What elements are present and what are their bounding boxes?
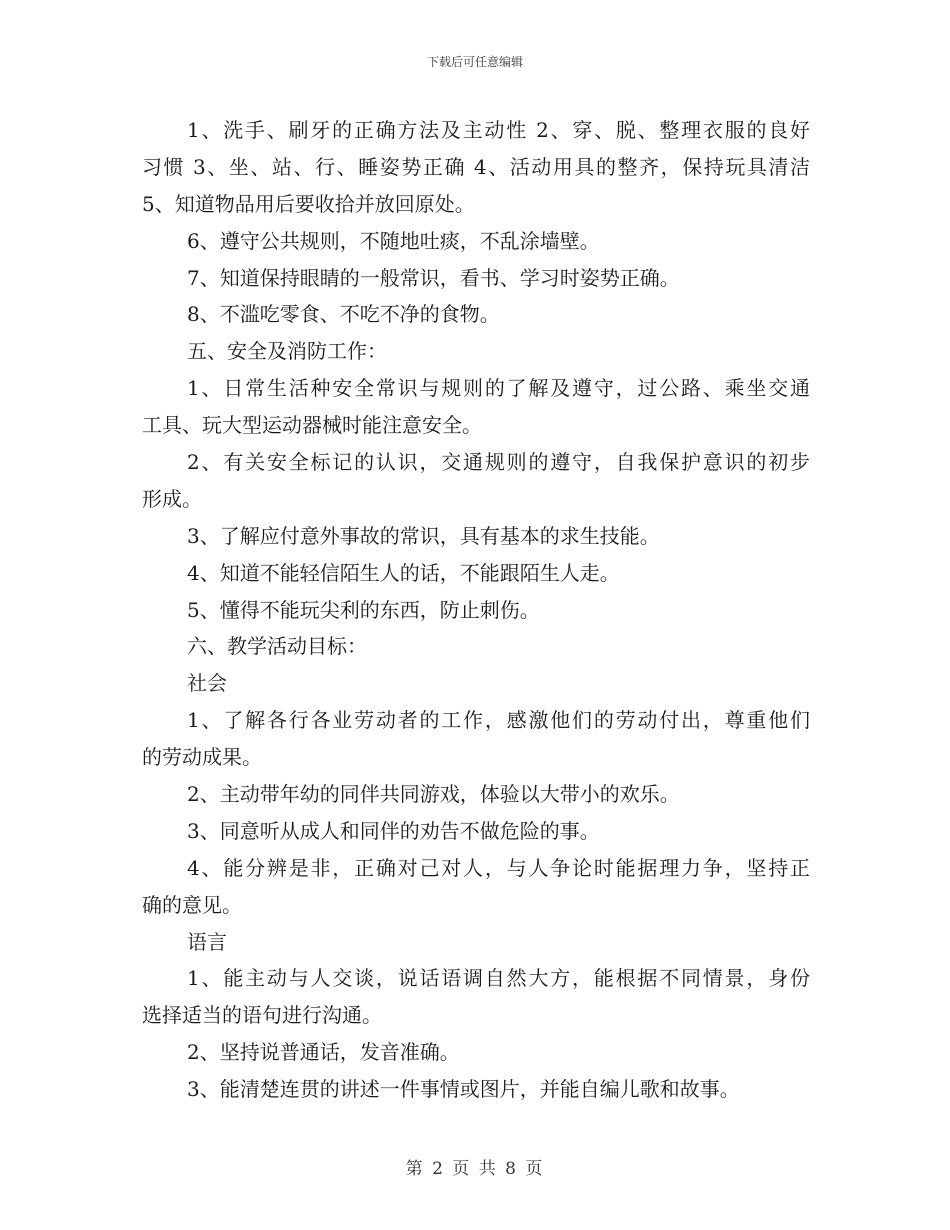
- paragraph-line: 1、日常生活种安全常识与规则的了解及遵守，过公路、乘坐交通: [187, 376, 810, 401]
- paragraph-line: 1、能主动与人交谈，说话语调自然大方，能根据不同情景，身份: [187, 966, 810, 991]
- paragraph-line: 1、洗手、刷牙的正确方法及主动性 2、穿、脱、整理衣服的良好: [187, 118, 810, 142]
- paragraph-line: 2、有关安全标记的认识，交通规则的遵守，自我保护意识的初步: [187, 450, 810, 475]
- paragraph-line: 形成。: [142, 486, 202, 511]
- paragraph-line: 2、坚持说普通话，发音准确。: [187, 1040, 460, 1065]
- paragraph-line: 的劳动成果。: [142, 745, 262, 770]
- subsection-heading: 社会: [187, 671, 227, 696]
- section-heading: 五、安全及消防工作：: [187, 339, 387, 364]
- document-body: [142, 112, 810, 1108]
- paragraph-line: 2、主动带年幼的同伴共同游戏，体验以大带小的欢乐。: [187, 782, 680, 807]
- paragraph-line: 1、了解各行各业劳动者的工作，感激他们的劳动付出，尊重他们: [187, 708, 810, 733]
- paragraph-line: 6、遵守公共规则，不随地吐痰，不乱涂墙壁。: [187, 228, 600, 253]
- paragraph-line: 3、同意听从成人和同伴的劝告不做危险的事。: [187, 818, 600, 843]
- page-number-footer: 第 2 页 共 8 页: [405, 1159, 545, 1179]
- paragraph-line: 3、能清楚连贯的讲述一件事情或图片，并能自编儿歌和故事。: [187, 1077, 740, 1102]
- header-note: 下载后可任意编辑: [426, 55, 523, 69]
- paragraph-line: 工具、玩大型运动器械时能注意安全。: [142, 413, 482, 438]
- paragraph-line: 习惯 3、坐、站、行、睡姿势正确 4、活动用具的整齐，保持玩具清洁: [142, 154, 810, 179]
- section-heading: 六、教学活动目标：: [187, 634, 367, 659]
- paragraph-line: 7、知道保持眼睛的一般常识，看书、学习时姿势正确。: [187, 265, 680, 290]
- paragraph-line: 5、懂得不能玩尖利的东西，防止刺伤。: [187, 597, 540, 622]
- paragraph-line: 5、知道物品用后要收拾并放回原处。: [142, 191, 475, 216]
- paragraph-line: 确的意见。: [142, 892, 242, 917]
- paragraph-line: 4、能分辨是非，正确对己对人，与人争论时能据理力争，坚持正: [187, 855, 810, 880]
- paragraph-line: 3、了解应付意外事故的常识，具有基本的求生技能。: [187, 523, 660, 548]
- paragraph-line: 选择适当的语句进行沟通。: [142, 1003, 382, 1028]
- paragraph-line: 8、不滥吃零食、不吃不净的食物。: [187, 302, 500, 327]
- subsection-heading: 语言: [187, 929, 227, 954]
- paragraph-line: 4、知道不能轻信陌生人的话，不能跟陌生人走。: [187, 560, 620, 585]
